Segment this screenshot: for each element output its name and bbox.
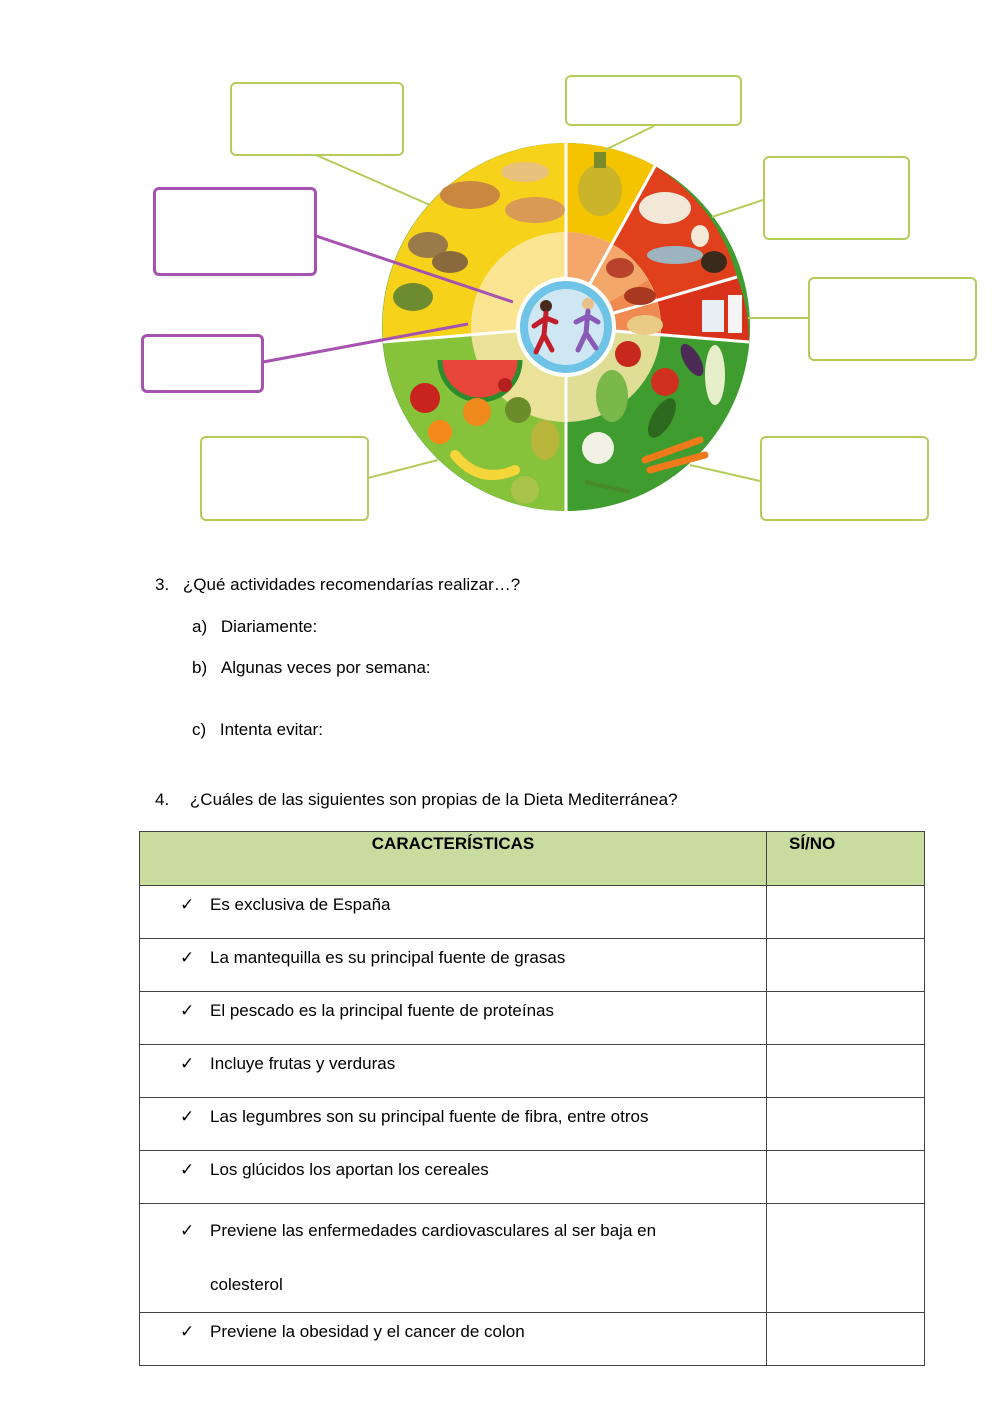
label-box-dairy[interactable]: [808, 277, 977, 361]
question-4: [155, 790, 678, 810]
row-text: Es exclusiva de España: [210, 895, 391, 914]
row-text: Previene las enfermedades cardiovasculares al ser baja en: [210, 1221, 657, 1240]
label-box-proteins[interactable]: [763, 156, 910, 240]
table-row: [140, 1045, 925, 1098]
row-characteristic: [140, 939, 767, 992]
question-3-item-c: [192, 720, 323, 740]
row-text: El pescado es la principal fuente de proteínas: [210, 1001, 555, 1020]
legumes-bowl-icon: [393, 283, 433, 311]
row-characteristic: [140, 886, 767, 939]
item-text: Algunas veces por semana:: [220, 658, 431, 677]
question-3-item-b: [192, 658, 431, 678]
fish-icon: [647, 246, 703, 264]
table-row: [140, 1204, 925, 1313]
check-icon: ✓: [180, 895, 195, 914]
row-text: La mantequilla es su principal fuente de grasas: [210, 948, 566, 967]
question-3-number: 3.: [155, 575, 170, 594]
answer-cell[interactable]: [767, 1045, 925, 1098]
row-characteristic: [140, 1204, 767, 1313]
table-row: [140, 886, 925, 939]
answer-cell[interactable]: [767, 886, 925, 939]
label-box-fruits[interactable]: [200, 436, 369, 521]
answer-cell[interactable]: [767, 1098, 925, 1151]
check-icon: ✓: [180, 948, 195, 967]
question-4-number: 4.: [155, 790, 170, 809]
characteristics-table: [139, 831, 925, 1366]
row-characteristic: [140, 1045, 767, 1098]
answer-cell[interactable]: [767, 939, 925, 992]
check-icon: ✓: [180, 1322, 195, 1341]
label-box-tubers[interactable]: [153, 187, 317, 276]
question-4-text: ¿Cuáles de las siguientes son propias de la Dieta Mediterránea?: [189, 790, 678, 809]
label-box-vegetables[interactable]: [760, 436, 929, 521]
label-box-fats[interactable]: [565, 75, 742, 126]
answer-cell[interactable]: [767, 1151, 925, 1204]
check-icon: ✓: [180, 1160, 195, 1179]
table-row: [140, 939, 925, 992]
item-letter: a): [192, 617, 208, 636]
item-text: Intenta evitar:: [219, 720, 323, 739]
check-icon: ✓: [180, 1054, 195, 1073]
table-row: [140, 992, 925, 1045]
item-letter: b): [192, 658, 208, 677]
table-row: [140, 1098, 925, 1151]
answer-cell[interactable]: [767, 992, 925, 1045]
row-characteristic: [140, 1313, 767, 1366]
check-icon: ✓: [180, 1107, 195, 1126]
cheese-icon: [627, 315, 663, 335]
label-box-center[interactable]: [141, 334, 264, 393]
check-icon: ✓: [180, 1221, 195, 1240]
header-characteristics: CARACTERÍSTICAS: [140, 832, 767, 886]
table-row: [140, 1151, 925, 1204]
row-characteristic: [140, 1151, 767, 1204]
food-wheel: [382, 143, 750, 511]
chicken-icon: [639, 192, 691, 224]
row-text: Previene la obesidad y el cancer de colon: [210, 1322, 525, 1341]
question-3-text: ¿Qué actividades recomendarías realizar…?: [182, 575, 521, 594]
label-box-cereals[interactable]: [230, 82, 404, 156]
answer-cell[interactable]: [767, 1313, 925, 1366]
header-si-no: SÍ/NO: [767, 832, 925, 886]
row-text: Los glúcidos los aportan los cereales: [210, 1160, 489, 1179]
item-letter: c): [192, 720, 207, 739]
table-row: [140, 1313, 925, 1366]
question-3: [155, 575, 520, 595]
dairy-icon: [702, 295, 742, 333]
item-text: Diariamente:: [220, 617, 318, 636]
row-text: Incluye frutas y verduras: [210, 1054, 396, 1073]
row-text-continued: colesterol: [210, 1275, 283, 1294]
row-text: Las legumbres son su principal fuente de fibra, entre otros: [210, 1107, 649, 1126]
answer-cell[interactable]: [767, 1204, 925, 1313]
check-icon: ✓: [180, 1001, 195, 1020]
table-header-row: [140, 832, 925, 886]
question-3-item-a: [192, 617, 317, 637]
row-characteristic: [140, 1098, 767, 1151]
row-characteristic: [140, 992, 767, 1045]
